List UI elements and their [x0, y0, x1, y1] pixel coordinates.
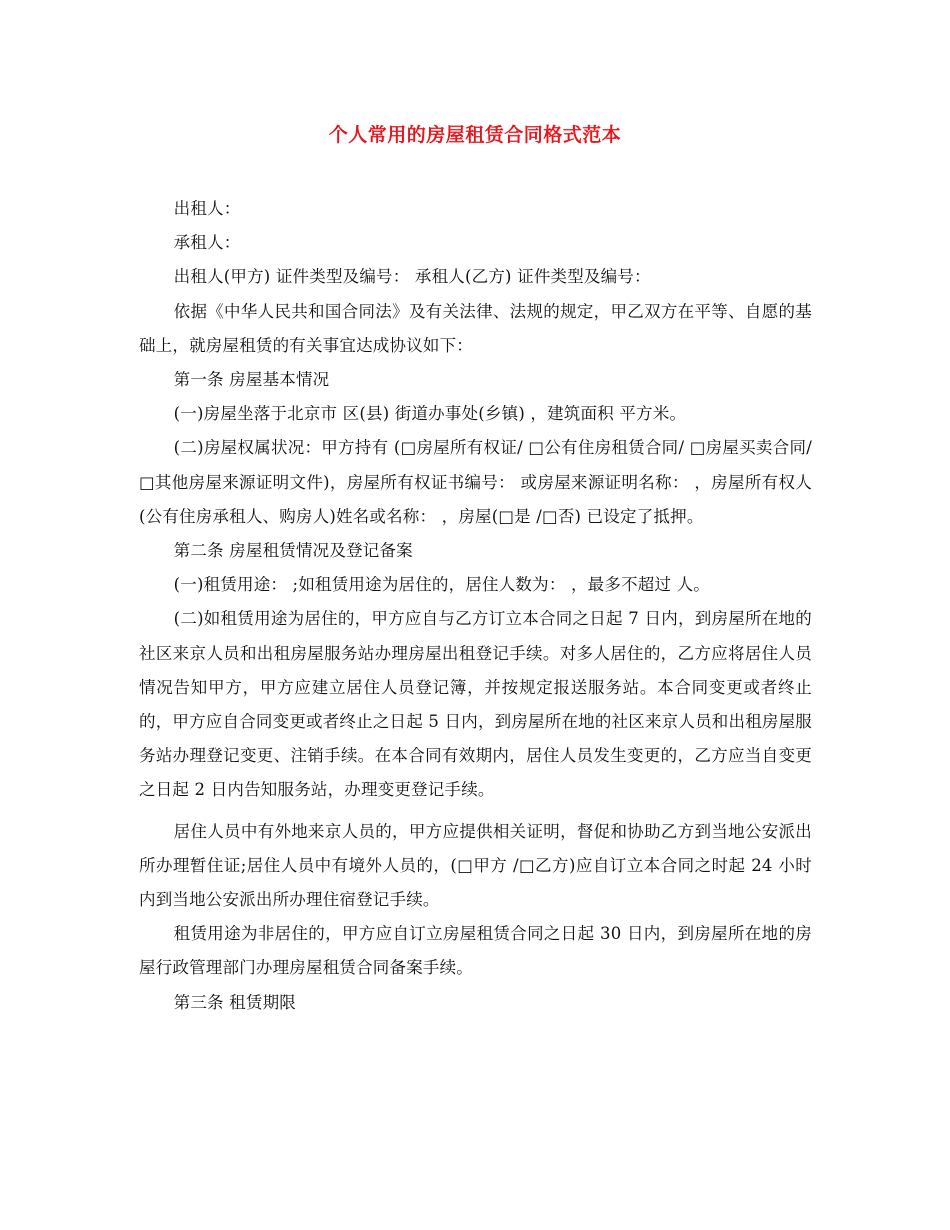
preamble-paragraph: 依据《中华人民共和国合同法》及有关法律、法规的规定，甲乙双方在平等、自愿的基础上，就房屋租赁的有关事宜达成协议如下： [139, 301, 812, 355]
lessor-line: 出租人： [173, 199, 241, 218]
document-body [139, 192, 812, 1020]
article-2-non-residential-paragraph: 租赁用途为非居住的，甲方应自订立房屋租赁合同之日起 30 日内，到房屋所在地的房屋行政管理部门办理房屋租赁合同备案手续。 [139, 924, 812, 978]
article-2-clause-1: (一)租赁用途： ;如租赁用途为居住的，居住人数为： ，最多不超过 人。 [173, 575, 711, 595]
article-1-heading: 第一条 房屋基本情况 [173, 370, 330, 390]
lessee-line: 承租人： [173, 233, 241, 253]
article-2-heading: 第二条 房屋租赁情况及登记备案 [173, 541, 413, 561]
article-2-foreign-residents-paragraph: 居住人员中有外地来京人员的，甲方应提供相关证明，督促和协助乙方到当地公安派出所办理暂住证;居住人员中有境外人员的，(□甲方 /□乙方)应自订立本合同之时起 24 小时内到当地公安派出所办理住宿登记手续。 [139, 821, 812, 910]
article-2-clause-2: (二)如租赁用途为居住的，甲方应自与乙方订立本合同之日起 7 日内，到房屋所在地的社区来京人员和出租房屋服务站办理房屋出租登记手续。对多人居住的，乙方应将居住人员情况告知甲方，甲方应建立居住人员登记簿，并按规定报送服务站。本合同变更或者终止的，甲方应自合同变更或者终止之日起 5 日内，到房屋所在地的社区来京人员和出租房屋服务站办理登记变更、注销手续。在本合同有效期内，居住人员发生变更的，乙方应当自变更之日起 2 日内告知服务站，办理变更登记手续。 [139, 609, 812, 800]
article-1-clause-2: (二)房屋权属状况：甲方持有 (□房屋所有权证/ □公有住房租赁合同/ □房屋买卖合同/ □其他房屋来源证明文件)，房屋所有权证书编号： 或房屋来源证明名称： ，房屋所有权人(公有住房承租人、购房人)姓名或名称： ，房屋(□是 /□否) 已设定了抵押。 [139, 438, 812, 526]
article-1-clause-1: (一)房屋坐落于北京市 区(县) 街道办事处(乡镇) ，建筑面积 平方米。 [173, 404, 687, 424]
id-documents-line: 出租人(甲方) 证件类型及编号： 承租人(乙方) 证件类型及编号： [173, 267, 651, 287]
document-title: 个人常用的房屋租赁合同格式范本 [328, 124, 622, 146]
article-3-heading: 第三条 租赁期限 [173, 992, 296, 1012]
